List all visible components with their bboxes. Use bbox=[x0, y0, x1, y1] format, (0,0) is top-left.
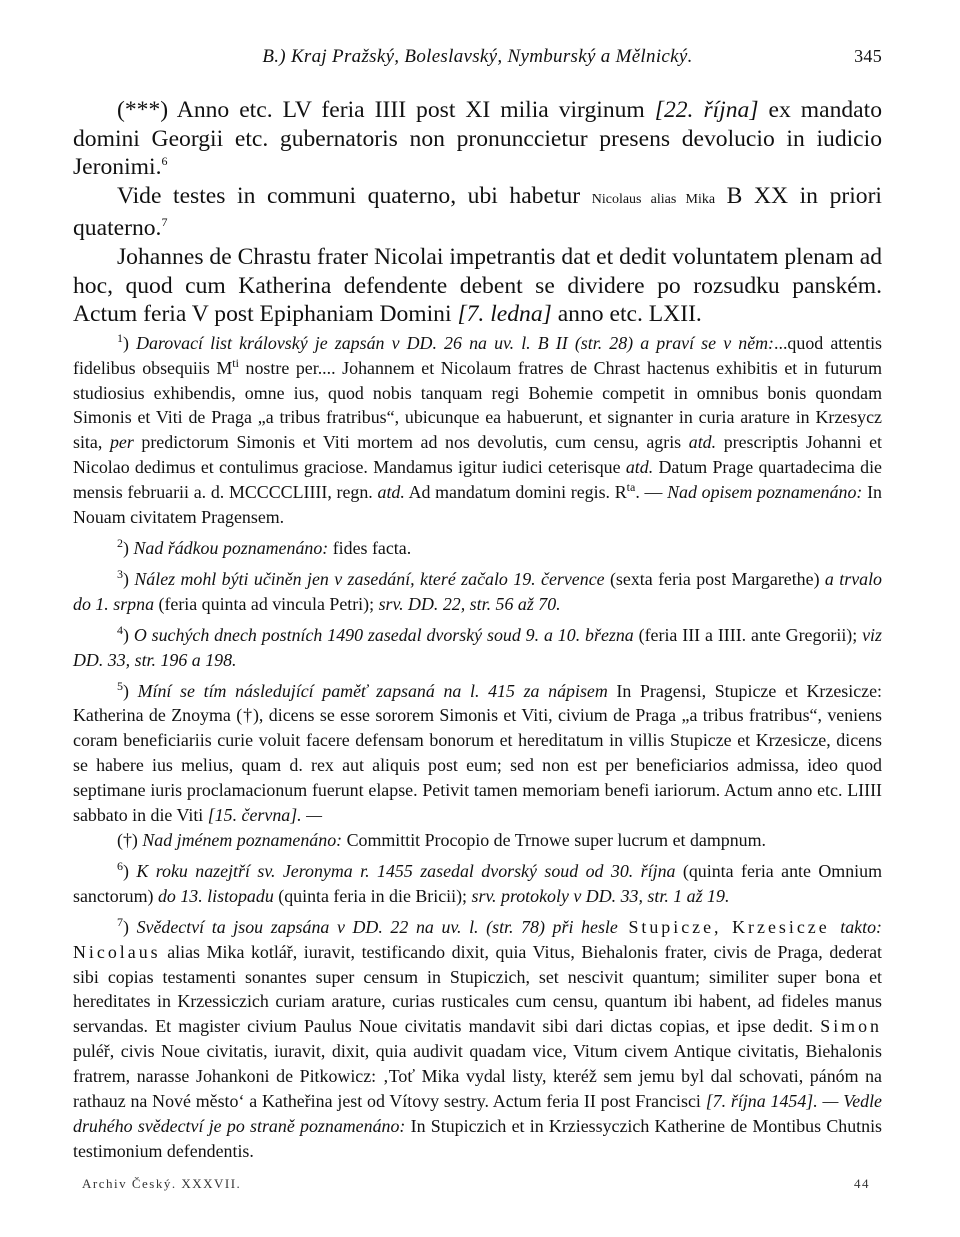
italic-run: Míní se tím následující paměť zapsaná na l. 415 za nápisem bbox=[137, 680, 608, 701]
italic-run: K roku nazejtří sv. Jeronyma r. 1455 zasedal dvorský soud od 30. října bbox=[136, 860, 676, 881]
volume-title: Archiv Český. XXXVII. bbox=[82, 1176, 242, 1191]
italic-run: O suchých dnech postních 1490 zasedal dvorský soud 9. a 10. března bbox=[133, 624, 634, 645]
text-run: (†) bbox=[117, 829, 143, 850]
text-run: (***) Anno etc. LV feria IIII post XI milia virginum bbox=[117, 97, 655, 123]
text-run: In Pragensi, Stupicze et Krzesicze: Katherina de Znoyma (†), dicens se esse sororem Simonis et Viti, civium de Praga „a tribus fratribus“, veniens coram beneficiariis curie voluit facere defensam bonorum et hereditatum in villis Stupicze et Krzesicze, dicens se habere ius melius, quam d. rex aut aliquis post eum; sed non est per beneficiarios admissa, ideo quod septimane iuris proclamacionum fuerunt elapse. Petivit tamen memoriam benefi iariorum. Actum anno etc. LIIII sabbato in die Viti bbox=[73, 680, 882, 826]
footnote-1: $^1$) Darovací list královský je zapsán v DD. 26 na uv. l. B II (str. 28) a praví se v něm:...quod attentis fidelibus obsequiis M$^{ti}$ nostre per.... Johannem et Nicolaum fratres de Chrast hactenus exhibitis et in futurum studiosius exhibendis, omne ius, quod nobis tanquam regi Bohemie competit in omnibus bonis quondam Simonis et Viti de Praga „a tribus fratribus“, ubicunque ea habuerunt, et signanter in curia arature in Krzesycz sita, per predictorum Simonis et Viti mortem ad nos devolutis, cum censu, agris atd. prescriptis Johanni et Nicolao dedimus et contulimus graciose. Mandamus igitur iudici ceterisque atd. Datum Prage quartadecima die mensis februarii a. d. MCCCCLIIII, regn. atd. Ad mandatum domini regis. R$^{ta}$. — Nad opisem poznamenáno: In Nouam civitatem Pragensem. bbox=[73, 330, 883, 528]
footnote-7: $^7$) Svědectví ta jsou zapsána v DD. 22 na uv. l. (str. 78) při hesle Stupicze, Krzesicze takto: Nicolaus alias Mika kotlář, iuravit, testificando dixit, quia Vitus, Biehalonis frater, civis de Praga, dederat sibi copias testamenti sonantes super censum in Stupiczich, set nescivit quantum; similiter super bona et hereditates in Krzessiczich curiam arature, curias rusticales cum censu, quantum ibi habent, ad fideles manus servandas. Et magister civium Paulus Noue civitatis mandavit sibi dari dictas copias, et ipse dedit. Simon puléř, civis Noue civitatis, iuravit, dixit, quia audivit quadam vice, Vitum civem Antique civitatis, Biehalonis fratrem, narasse Johankoni de Pitkowicz: ‚Toť Mika vydal listy, kteréž sem jemu byl dal schovati, pánóm na rathauz na Nové město‘ a Katheřina jest od Vítovy sestry. Actum feria II post Francisci [7. října 1454]. — Vedle druhého svědectví je po straně poznamenáno: In Stupiczich et in Krziessyczich Katherine de Montibus Chutnis testimonium defendentis. bbox=[73, 914, 883, 1161]
footnote-5-sub bbox=[73, 828, 882, 853]
footnote-mark: 4 bbox=[117, 622, 123, 637]
small-caps-name: Nicolaus alias Mika bbox=[591, 191, 716, 207]
running-header bbox=[73, 46, 882, 76]
text-run: puléř, civis Noue civitatis, iuravit, dixit, quia audivit quadam vice, Vitum civem Antique civitatis, Biehalonis fratrem, narasse Johankoni de Pitkowicz: ‚Toť Mika vydal listy, kteréž sem jemu byl dal schovati, pánóm na rathauz na Nové město‘ a Katheřina jest od Vítovy sestry. Actum feria II post Francisci bbox=[73, 1041, 882, 1112]
text-run: (feria quinta ad vincula Petri); bbox=[154, 593, 379, 614]
date-annotation: [22. října] bbox=[654, 97, 759, 123]
text-run: ...quod attentis fidelibus obsequiis M bbox=[73, 332, 882, 378]
italic-run: [15. června]. — bbox=[207, 805, 323, 826]
spaced-name: Nicolaus bbox=[73, 941, 161, 962]
italic-run: atd. bbox=[688, 432, 717, 453]
italic-run: Nález mohl býti učiněn jen v zasedání, které začalo 19. července bbox=[134, 568, 605, 589]
paragraph-entry bbox=[73, 96, 882, 182]
footnote-mark: 3 bbox=[117, 566, 123, 581]
page-footer bbox=[82, 1176, 882, 1192]
text-run: . — bbox=[635, 482, 668, 503]
signature-mark: 44 bbox=[854, 1176, 870, 1191]
text-run: Johannes de Chrastu frater Nicolai impetrantis dat et dedit voluntatem plenam ad hoc, quod cum Katherina defendente debent se dividere po rozsudku panském. Actum feria V post Epiphaniam Domini bbox=[73, 243, 882, 328]
superscript: ti bbox=[232, 355, 239, 370]
italic-run: Darovací list královský je zapsán v DD. 26 na uv. l. B II (str. 28) a praví se v něm: bbox=[136, 332, 775, 353]
footnote-ref: 7 bbox=[161, 215, 168, 230]
text-run: prescriptis Johanni et Nicolao dedimus et contulimus graciose. Mandamus igitur iudici ceterisque bbox=[73, 432, 883, 478]
text-run: nostre per.... Johannem et Nicolaum fratres de Chrast hactenus exhibitis et in futurum studiosius exhibendis, omne ius, quod nobis tanquam regi Bohemie competit in omnibus bonis quondam Simonis et Viti de Praga „a tribus fratribus“, ubicunque ea habuerunt, et signanter in curia arature in Krzesycz sita, bbox=[73, 357, 882, 453]
superscript: ta bbox=[626, 480, 636, 495]
footnote-mark: 5 bbox=[117, 678, 123, 693]
footnote-mark: 2 bbox=[117, 536, 123, 551]
italic-run: a trvalo do 1. srpna bbox=[73, 568, 882, 614]
text-run: ex mandato domini Georgii etc. gubernatoris non pronunccietur presens devolucio in iudicio Jeronimi. bbox=[73, 97, 882, 181]
text-run: Vide testes in communi quaterno, ubi habetur bbox=[117, 182, 592, 209]
italic-run: atd. bbox=[377, 482, 405, 503]
italic-run: per bbox=[109, 432, 134, 453]
footnote-mark: 1 bbox=[117, 330, 123, 345]
page-number: 345 bbox=[854, 46, 882, 66]
running-title: B.) Kraj Pražský, Boleslavský, Nymburský a Mělnický. bbox=[262, 46, 693, 67]
text-run: (feria III a IIII. ante Gregorii); bbox=[633, 624, 863, 645]
text-run: In Stupiczich et in Krziessyczich Katherine de Montibus Chutnis testimonium defendentis. bbox=[73, 1115, 883, 1161]
text-run: anno etc. LXII. bbox=[551, 301, 702, 328]
italic-run: atd. bbox=[625, 457, 654, 478]
text-run: predictorum Simonis et Viti mortem ad nos devolutis, cum censu, agris bbox=[133, 432, 689, 453]
italic-run: Svědectví ta jsou zapsána v DD. 22 na uv. l. (str. 78) při hesle bbox=[136, 916, 618, 937]
italic-run: Nad opisem poznamenáno: bbox=[667, 482, 863, 503]
text-run: (quinta feria ante Omnium sanctorum) bbox=[73, 860, 882, 906]
paragraph-johannes bbox=[73, 243, 882, 329]
footnote-4: $^4$) O suchých dnech postních 1490 zasedal dvorský soud 9. a 10. března (feria III a IIII. ante Gregorii); viz DD. 33, str. 196 a 198. bbox=[73, 622, 882, 670]
italic-run: srv. DD. 22, str. 56 až 70. bbox=[378, 593, 561, 614]
date-annotation: [7. ledna] bbox=[457, 301, 552, 328]
italic-run: viz DD. 33, str. 196 a 198. bbox=[73, 624, 882, 670]
text-run: In Nouam civitatem Pragensem. bbox=[73, 482, 882, 528]
paragraph-witnesses bbox=[73, 182, 882, 243]
spaced-run: Stupicze, Krzesicze bbox=[617, 916, 841, 937]
italic-run: takto: bbox=[840, 916, 882, 937]
italic-run: do 13. listopadu bbox=[157, 885, 274, 906]
text-run: (quinta feria in die Bricii); bbox=[273, 885, 472, 906]
italic-run: Nad jménem poznamenáno: bbox=[142, 829, 343, 850]
text-run: B XX in priori quaterno. bbox=[73, 182, 882, 242]
text-run: fides facta. bbox=[328, 538, 412, 558]
footnote-2: $^2$) Nad řádkou poznamenáno: fides facta. bbox=[117, 536, 412, 558]
footnote-3: $^3$) Nález mohl býti učiněn jen v zasedání, které začalo 19. července (sexta feria post Margarethe) a trvalo do 1. srpna (feria quinta ad vincula Petri); srv. DD. 22, str. 56 až 70. bbox=[73, 566, 882, 614]
footnote-mark: 7 bbox=[117, 914, 123, 929]
footnote-ref: 6 bbox=[161, 154, 168, 169]
italic-run: Nad řádkou poznamenáno: bbox=[133, 538, 329, 558]
italic-run: [7. října 1454]. — Vedle druhého svědectví je po straně poznamenáno: bbox=[73, 1091, 883, 1136]
text-run: Committit Procopio de Trnowe super lucrum et dampnum. bbox=[342, 829, 766, 850]
text-run: (sexta feria post Margarethe) bbox=[604, 568, 825, 589]
footnotes bbox=[73, 331, 882, 1164]
text-run: Ad mandatum domini regis. R bbox=[404, 482, 627, 503]
text-run: Datum Prage quartadecima die mensis februarii a. d. MCCCCLIIII, regn. bbox=[73, 457, 882, 503]
footnote-mark: 6 bbox=[117, 858, 123, 873]
footnote-6: $^6$) K roku nazejtří sv. Jeronyma r. 1455 zasedal dvorský soud od 30. října (quinta feria ante Omnium sanctorum) do 13. listopadu (quinta feria in die Bricii); srv. protokoly v DD. 33, str. 1 až 19. bbox=[73, 858, 882, 906]
spaced-name: Simon bbox=[820, 1016, 882, 1037]
footnote-5: $^5$) Míní se tím následující paměť zapsaná na l. 415 za nápisem In Pragensi, Stupicze et Krzesicze: Katherina de Znoyma (†), dicens se esse sororem Simonis et Viti, civium de Praga „a tribus fratribus“, veniens coram beneficiariis curie voluit facere defensam bonorum et hereditatum in villis Stupicze et Krzesicze, dicens se habere ius melius, quam d. rex aut aliquis post eum; sed non est per beneficiarios admissa, ideo quod septimane iuris proclamacionum fuerunt elapse. Petivit tamen memoriam benefi iariorum. Actum anno etc. LIIII sabbato in die Viti [15. června]. — bbox=[73, 678, 882, 826]
italic-run: srv. protokoly v DD. 33, str. 1 až 19. bbox=[471, 885, 730, 906]
text-run: alias Mika kotlář, iuravit, testificando dixit, quia Vitus, Biehalonis frater, civis de Praga, dederat sibi copias testamenti sonantes super censum in Stupiczich, set nescivit quantum; similiter super bona et hereditates in Krzessiczich curiam arature, curias rusticales cum censu, quantum ibi habent, ad fideles manus servandas. Et magister civium Paulus Noue civitatis mandavit sibi dari dictas copias, et ipse dedit. bbox=[73, 941, 882, 1037]
main-text bbox=[73, 96, 882, 329]
